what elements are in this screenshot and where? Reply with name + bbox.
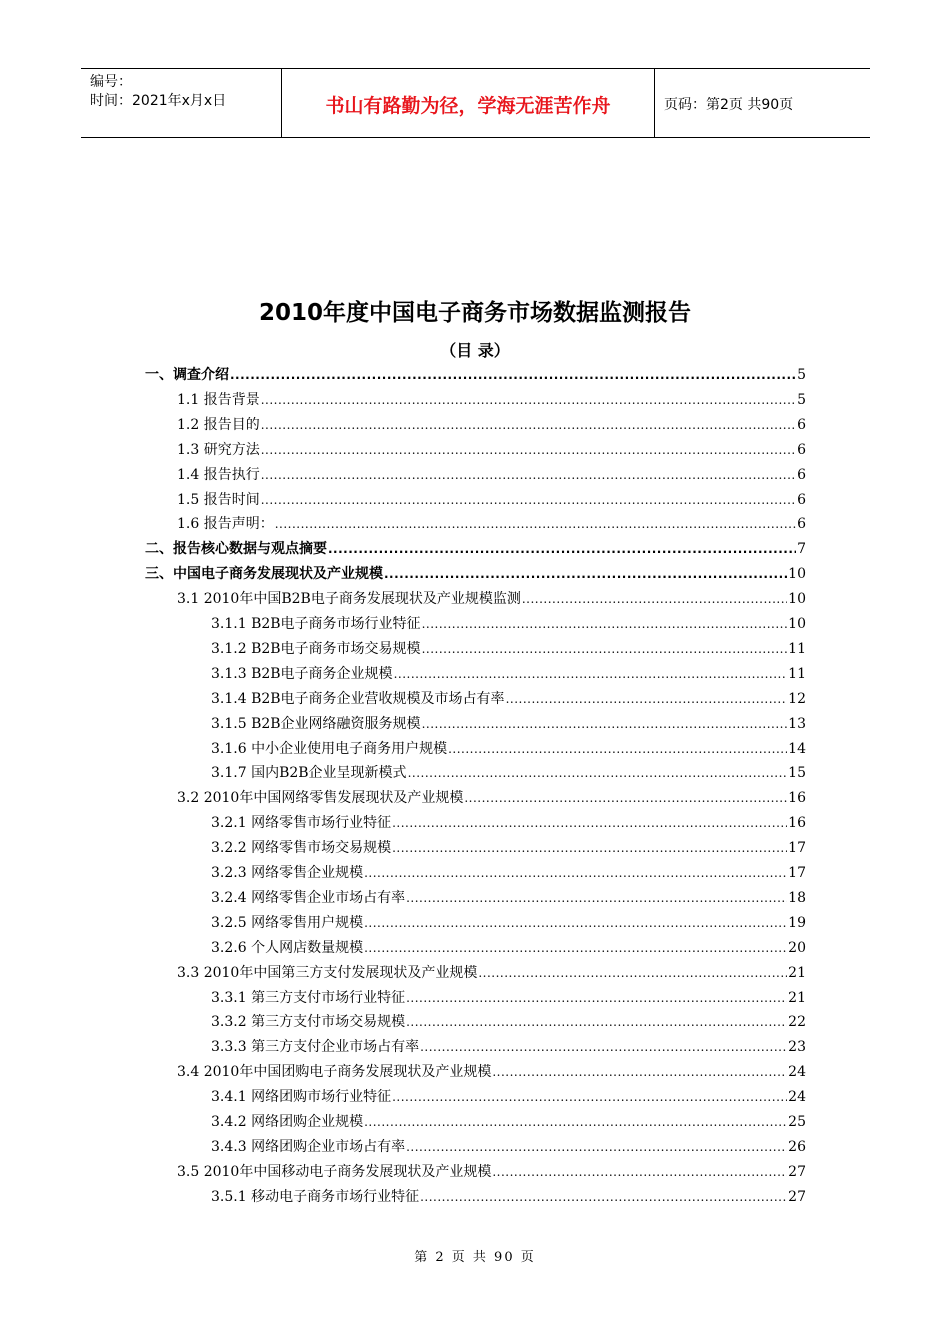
toc-entry-label: 3.2.5 网络零售用户规模 <box>211 915 364 931</box>
toc-leader-dots <box>506 692 788 706</box>
header-page-info: 页码：第2页 共90页 <box>664 97 794 113</box>
toc-entry[interactable] <box>211 987 806 1009</box>
toc-entry[interactable] <box>177 513 806 535</box>
toc-entry-page: 27 <box>788 1189 806 1205</box>
toc-entry[interactable] <box>177 414 806 436</box>
toc-leader-dots <box>420 1040 787 1054</box>
toc-entry[interactable] <box>211 1036 806 1058</box>
toc-entry-page: 5 <box>797 367 806 383</box>
toc-leader-dots <box>464 791 787 805</box>
toc-entry[interactable] <box>145 364 806 386</box>
toc-entry[interactable] <box>211 1111 806 1133</box>
toc-entry-page: 10 <box>788 616 806 632</box>
toc-entry[interactable] <box>211 1136 806 1158</box>
toc-entry-label: 1.5 报告时间 <box>177 492 260 508</box>
toc-leader-dots <box>406 891 787 905</box>
toc-entry[interactable] <box>211 762 806 784</box>
toc-leader-dots <box>406 1015 787 1029</box>
toc-entry[interactable] <box>211 713 806 735</box>
toc-entry[interactable] <box>211 1011 806 1033</box>
toc-entry-label: 二、报告核心数据与观点摘要 <box>145 541 327 557</box>
toc-entry-label: 3.2.3 网络零售企业规模 <box>211 865 364 881</box>
number-label: 编号： <box>90 74 132 90</box>
toc-leader-dots <box>392 816 787 830</box>
header-meta-cell <box>81 69 282 137</box>
toc-entry-page: 20 <box>788 940 806 956</box>
toc-entry-page: 6 <box>797 516 806 532</box>
toc-leader-dots <box>406 991 787 1005</box>
toc-entry[interactable] <box>145 538 806 560</box>
toc-entry-page: 10 <box>788 566 806 582</box>
toc-entry-page: 17 <box>788 840 806 856</box>
toc-entry[interactable] <box>177 787 806 809</box>
toc-leader-dots <box>275 517 796 531</box>
toc-entry-label: 3.2.6 个人网店数量规模 <box>211 940 364 956</box>
toc-entry-label: 1.2 报告目的 <box>177 417 260 433</box>
toc-entry[interactable] <box>177 464 806 486</box>
page-footer: 第 2 页 共 90 页 <box>414 1250 536 1265</box>
toc-entry[interactable] <box>211 812 806 834</box>
toc-entry-label: 1.3 研究方法 <box>177 442 260 458</box>
toc-leader-dots <box>364 866 787 880</box>
toc-entry-label: 3.3.2 第三方支付市场交易规模 <box>211 1014 406 1030</box>
toc-entry-label: 3.1.2 B2B电子商务市场交易规模 <box>211 641 421 657</box>
document-title: 2010年度中国电子商务市场数据监测报告 <box>258 300 691 326</box>
toc-leader-dots <box>394 667 788 681</box>
toc-entry[interactable] <box>177 1061 806 1083</box>
toc-entry-label: 3.3.3 第三方支付企业市场占有率 <box>211 1039 420 1055</box>
toc-entry-label: 3.4.3 网络团购企业市场占有率 <box>211 1139 406 1155</box>
toc-entry-page: 24 <box>788 1089 806 1105</box>
toc-entry-page: 18 <box>788 890 806 906</box>
toc-leader-dots <box>522 592 787 606</box>
toc-leader-dots <box>406 1140 787 1154</box>
toc-leader-dots <box>392 1090 787 1104</box>
toc-leader-dots <box>364 916 787 930</box>
toc-entry-page: 27 <box>788 1164 806 1180</box>
toc-entry-label: 三、中国电子商务发展现状及产业规模 <box>145 566 383 582</box>
toc-entry-label: 3.1 2010年中国B2B电子商务发展现状及产业规模监测 <box>177 591 521 607</box>
toc-entry-page: 6 <box>797 492 806 508</box>
toc-entry-page: 16 <box>788 815 806 831</box>
toc-leader-dots <box>261 493 796 507</box>
toc-leader-dots <box>261 393 796 407</box>
toc-entry[interactable] <box>211 638 806 660</box>
toc-entry-page: 6 <box>797 442 806 458</box>
toc-entry[interactable] <box>211 688 806 710</box>
toc-entry-page: 5 <box>797 392 806 408</box>
toc-entry-label: 3.2.1 网络零售市场行业特征 <box>211 815 392 831</box>
toc-entry[interactable] <box>177 389 806 411</box>
toc-leader-dots <box>422 717 788 731</box>
toc-entry-page: 24 <box>788 1064 806 1080</box>
toc-entry-label: 1.1 报告背景 <box>177 392 260 408</box>
toc-entry-page: 16 <box>788 790 806 806</box>
toc-entry-label: 3.4.1 网络团购市场行业特征 <box>211 1089 392 1105</box>
toc-entry[interactable] <box>211 663 806 685</box>
toc-leader-dots <box>364 941 787 955</box>
toc-entry-label: 1.4 报告执行 <box>177 467 260 483</box>
toc-entry-label: 3.3 2010年中国第三方支付发展现状及产业规模 <box>177 965 478 981</box>
toc-entry-page: 22 <box>788 1014 806 1030</box>
toc-leader-dots <box>448 742 787 756</box>
toc-leader-dots <box>420 1190 787 1204</box>
toc-entry-label: 3.1.6 中小企业使用电子商务用户规模 <box>211 741 448 757</box>
toc-entry-page: 21 <box>788 965 806 981</box>
header-motto: 书山有路勤为径，学海无涯苦作舟 <box>325 95 611 117</box>
toc-entry[interactable] <box>211 1086 806 1108</box>
toc-entry[interactable] <box>211 613 806 635</box>
toc-entry-page: 19 <box>788 915 806 931</box>
toc-entry-label: 3.2.4 网络零售企业市场占有率 <box>211 890 406 906</box>
toc-entry-page: 15 <box>788 765 806 781</box>
toc-entry-page: 10 <box>788 591 806 607</box>
toc-entry[interactable] <box>211 887 806 909</box>
toc-leader-dots <box>364 1115 787 1129</box>
toc-leader-dots <box>261 443 796 457</box>
date-label: 时间：2021年x月x日 <box>90 93 227 109</box>
toc-entry-page: 11 <box>788 641 806 657</box>
toc-entry-label: 3.1.3 B2B电子商务企业规模 <box>211 666 393 682</box>
toc-entry-page: 14 <box>788 741 806 757</box>
toc-entry-page: 23 <box>788 1039 806 1055</box>
toc-leader-dots <box>392 841 787 855</box>
toc-entry-page: 17 <box>788 865 806 881</box>
toc-entry[interactable] <box>211 1186 806 1208</box>
toc-entry-label: 一、调查介绍 <box>145 367 229 383</box>
toc-leader-dots <box>230 368 796 382</box>
toc-entry-label: 3.4 2010年中国团购电子商务发展现状及产业规模 <box>177 1064 492 1080</box>
toc-entry-page: 7 <box>797 541 806 557</box>
toc-entry[interactable] <box>177 439 806 461</box>
toc-leader-dots <box>492 1165 787 1179</box>
toc-entry-label: 3.1.5 B2B企业网络融资服务规模 <box>211 716 421 732</box>
toc-heading: （目 录） <box>440 341 510 360</box>
toc-entry-page: 6 <box>797 467 806 483</box>
toc-leader-dots <box>478 966 787 980</box>
toc-leader-dots <box>384 567 787 581</box>
toc-leader-dots <box>422 642 788 656</box>
page-header <box>81 68 870 138</box>
header-motto-cell <box>282 69 655 137</box>
toc-leader-dots <box>261 418 796 432</box>
toc-entry-label: 3.4.2 网络团购企业规模 <box>211 1114 364 1130</box>
toc-entry[interactable] <box>177 1161 806 1183</box>
toc-entry[interactable] <box>211 937 806 959</box>
toc-entry[interactable] <box>177 489 806 511</box>
toc-leader-dots <box>328 542 796 556</box>
toc-entry-label: 3.2 2010年中国网络零售发展现状及产业规模 <box>177 790 464 806</box>
toc-entry-label: 3.2.2 网络零售市场交易规模 <box>211 840 392 856</box>
toc-leader-dots <box>261 468 796 482</box>
toc-entry-page: 13 <box>788 716 806 732</box>
toc-entry-page: 6 <box>797 417 806 433</box>
toc-entry[interactable] <box>211 912 806 934</box>
toc-leader-dots <box>422 617 788 631</box>
toc-entry[interactable] <box>211 837 806 859</box>
toc-entry-label: 3.1.1 B2B电子商务市场行业特征 <box>211 616 421 632</box>
toc-entry[interactable] <box>177 962 806 984</box>
toc-entry-label: 1.6 报告声明： <box>177 516 274 532</box>
toc-entry-label: 3.5 2010年中国移动电子商务发展现状及产业规模 <box>177 1164 492 1180</box>
toc-entry-page: 26 <box>788 1139 806 1155</box>
toc-entry[interactable] <box>211 738 806 760</box>
toc-entry-label: 3.3.1 第三方支付市场行业特征 <box>211 990 406 1006</box>
toc-entry-page: 25 <box>788 1114 806 1130</box>
toc-entry-page: 12 <box>788 691 806 707</box>
toc-leader-dots <box>408 766 788 780</box>
toc-entry-label: 3.5.1 移动电子商务市场行业特征 <box>211 1189 420 1205</box>
toc-entry-page: 21 <box>788 990 806 1006</box>
toc-entry-page: 11 <box>788 666 806 682</box>
toc-entry[interactable] <box>177 588 806 610</box>
toc-entry-label: 3.1.7 国内B2B企业呈现新模式 <box>211 765 407 781</box>
toc-entry-label: 3.1.4 B2B电子商务企业营收规模及市场占有率 <box>211 691 505 707</box>
toc-leader-dots <box>492 1065 787 1079</box>
header-page-cell <box>655 69 870 137</box>
toc-entry[interactable] <box>145 563 806 585</box>
toc-entry[interactable] <box>211 862 806 884</box>
